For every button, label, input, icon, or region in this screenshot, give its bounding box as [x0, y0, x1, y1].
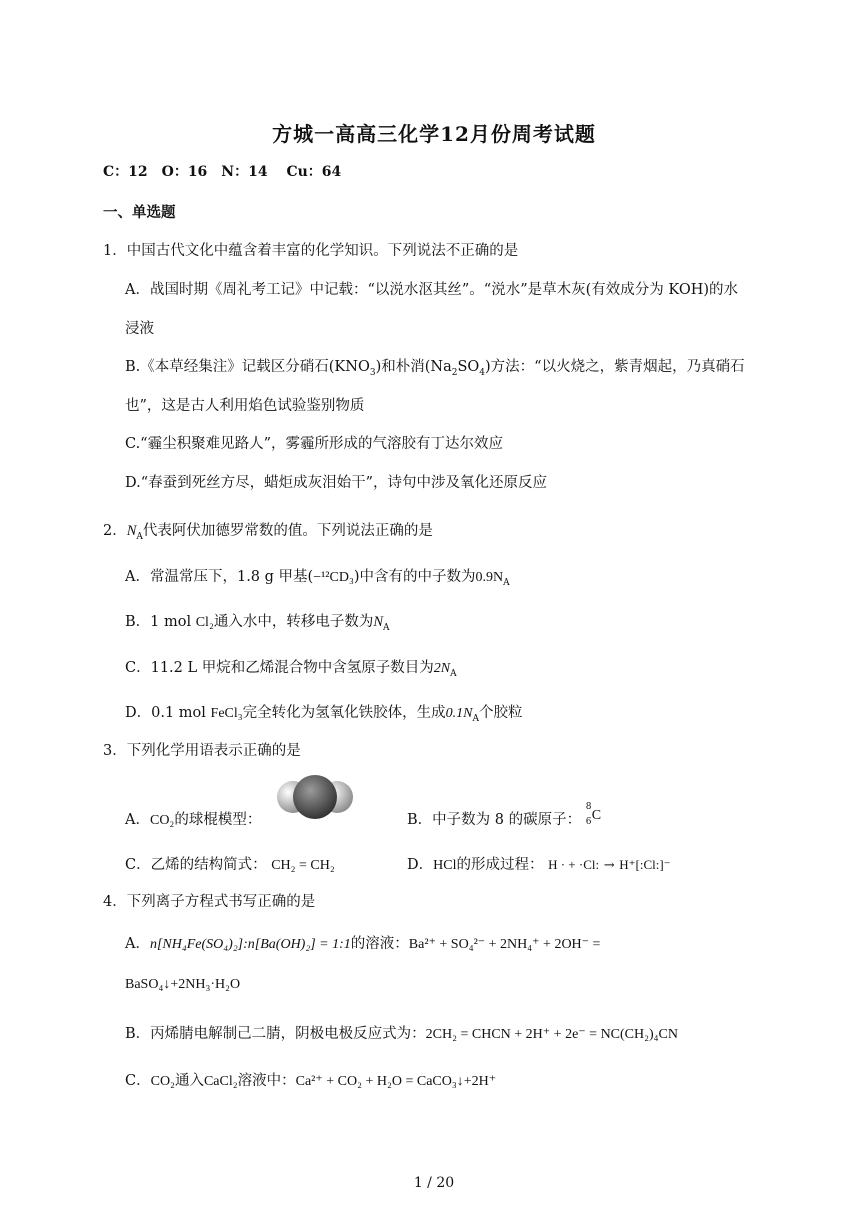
q1-option-a-line2: 浸液: [125, 321, 154, 337]
q1-option-c: C.“霾尘积聚难见路人”，雾霾所形成的气溶胶有丁达尔效应: [125, 436, 504, 452]
question-1-stem: 1．中国古代文化中蕴含着丰富的化学知识。下列说法不正确的是: [103, 243, 519, 259]
question-3-stem: 3．下列化学用语表示正确的是: [103, 743, 301, 759]
arrow-icon: →: [603, 858, 615, 873]
q3-option-d: D．HCl的形成过程： H · + ·Cl: → H⁺[:Cl:]⁻: [407, 857, 671, 873]
q1-option-a-line1: A．战国时期《周礼考工记》中记载：“以涚水沤其丝”。“涚水”是草木灰(有效成分为 KOH)的水: [125, 282, 739, 298]
q2-option-b: B．1 mol Cl₂通入水中，转移电子数为$N_A$: [125, 614, 390, 633]
atomic-masses: C：12 O：16 N：14 Cu：64: [103, 164, 342, 180]
q1-option-b-line2: 也”，这是古人利用焰色试验鉴别物质: [125, 398, 365, 414]
q3-option-c: C．乙烯的结构简式： CH₂ = CH₂: [125, 857, 335, 873]
q4-option-c: C．CO₂通入CaCl₂溶液中：Ca²⁺ + CO₂ + H₂O = CaCO₃↓+2H⁺: [125, 1073, 497, 1089]
section-heading: 一、单选题: [103, 204, 176, 221]
q3-option-b: B．中子数为 8 的碳原子： 8 6 C: [407, 802, 602, 828]
q2-option-a: A．常温常压下，1.8 g 甲基(−¹²CD₃)中含有的中子数为$0.9N_A$: [125, 569, 510, 588]
q4-option-a-line1: A．n[NH₄Fe(SO₄)₂]:n[Ba(OH)₂] = 1:1的溶液：Ba²⁺ + SO₄²⁻ + 2NH₄⁺ + 2OH⁻ =: [125, 936, 601, 952]
question-4-stem: 4．下列离子方程式书写正确的是: [103, 894, 316, 910]
q1-option-d: D.“春蚕到死丝方尽，蜡炬成灰泪始干”，诗句中涉及氧化还原反应: [125, 475, 548, 491]
co2-ball-model-icon: [275, 772, 355, 822]
q4-option-b: B．丙烯腈电解制己二腈，阴极电极反应式为：2CH₂ = CHCN + 2H⁺ + 2e⁻ = NC(CH₂)₄CN: [125, 1026, 678, 1042]
q2-option-d: D．0.1 mol FeCl₃完全转化为氢氧化铁胶体，生成$0.1N_A$个胶粒: [125, 705, 523, 724]
page-number: 1 / 20: [413, 1175, 455, 1191]
page-title: 方城一高高三化学12月份周考试题: [272, 122, 596, 146]
question-2-stem: 2．$N_A$代表阿伏加德罗常数的值。下列说法正确的是: [103, 523, 433, 542]
q3-option-a: A．CO₂的球棍模型：: [125, 812, 262, 828]
q1-option-b-line1: B.《本草经集注》记载区分硝石$(KNO_3)$和朴消$(Na_2SO_4)$方法：“以火烧之，紫青烟起，乃真硝石: [125, 359, 745, 378]
q2-option-c: C．11.2 L 甲烷和乙烯混合物中含氢原子数目为$2N_A$: [125, 660, 457, 679]
q4-option-a-line2: BaSO₄↓+2NH₃·H₂O: [125, 977, 241, 992]
